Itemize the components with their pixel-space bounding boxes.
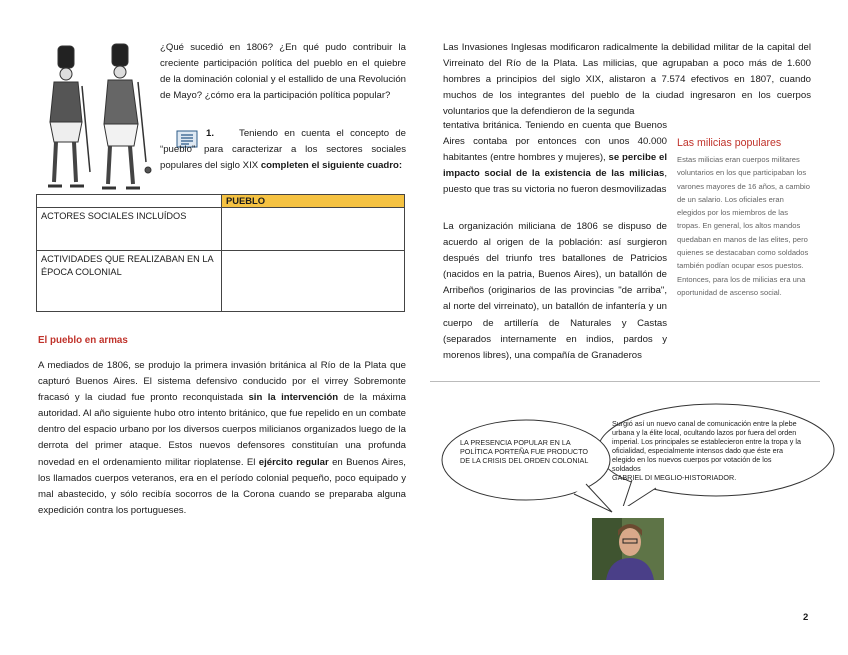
bubble-left-text: LA PRESENCIA POPULAR EN LA POLÍTICA PORTEÑA FUE PRODUCTO DE LA CRISIS DEL ORDEN COLONIAL: [460, 438, 589, 465]
section-title: El pueblo en armas: [38, 335, 128, 346]
table-cell-actividades-answer[interactable]: [222, 251, 405, 312]
soldiers-illustration: [38, 42, 156, 192]
divider: [430, 381, 820, 382]
page-number: 2: [803, 612, 809, 623]
right-mid-1: tentativa británica. Teniendo en cuenta que Buenos Aires contaba por entonces con unos 40.000 habitantes (entre hombres y mujeres),: [443, 120, 667, 164]
right-mid-2: , puesto que tras su victoria no fueron desmovilizadas: [443, 168, 667, 196]
body-part-2: de la máxima autoridad. Al año siguiente hubo otro intento británico, que fue repelido en un combate dentro del espacio urbano por los diversos cuerpos milicianos organizados luego de la derrota del primer ataque. Estos nuevos defensores constituían una profunda novedad en el ordenamiento militar rioplatense. El: [38, 392, 407, 468]
activity-bold: completen el siguiente cuadro:: [260, 160, 403, 172]
right-mid: [443, 118, 667, 198]
right-mid-bold: se percibe el impacto social de la existencia de las milicias: [443, 152, 667, 180]
activity-number: 1.: [206, 128, 215, 139]
table-row-actividades: ACTIVIDADES QUE REALIZABAN EN LA ÉPOCA COLONIAL: [37, 251, 222, 312]
table-row-actores: ACTORES SOCIALES INCLUÍDOS: [37, 208, 222, 251]
table-corner: [37, 195, 222, 208]
pueblo-table: [36, 194, 405, 312]
milicias-box-title: Las milicias populares: [677, 137, 782, 149]
bubble-right-text: [612, 419, 802, 482]
table-header-pueblo: PUEBLO: [222, 195, 405, 208]
right-organizacion: La organización miliciana de 1806 se dispuso de acuerdo al origen de la población: así surgieron después del triunfo tres batallones de Patricios (nacidos en la patria, Buenos Aires), un batallón de Arribeños (originarios de las provincias "de arriba", al norte del virreinato), un batallón de infantería y un cuerpo de artillería de Naturales y Castas (separados internamente en indios, pardos y morenos libres), una compañía de Granaderos: [443, 221, 667, 361]
table-cell-actores-answer[interactable]: [222, 208, 405, 251]
body-bold-1: sin la intervención: [248, 392, 339, 404]
body-bold-2: ejército regular: [258, 456, 329, 468]
intro-questions: ¿Qué sucedió en 1806? ¿En qué pudo contribuir la creciente participación política del pueblo en el quiebre de la dominación colonial y el estallido de una Revolución de Mayo? ¿cómo era la participación política popular?: [160, 42, 406, 102]
bubble-author: GABRIEL DI MEGLIO-HISTORIADOR.: [612, 473, 737, 482]
activity-instructions: [160, 126, 406, 174]
body-part-3: en Buenos Aires, los llamados cuerpos veteranos, era en el período colonial pequeño, poco equipado y mal abastecido, y sólo recibía socorros de la Corona cuando se preparaba alguna expedición contra los portugueses.: [38, 456, 406, 516]
body-part-1: A mediados de 1806, se produjo la primera invasión británica al Río de la Plata que capturó Buenos Aires. El sistema defensivo conducido por el virrey Sobremonte fracasó y la ciudad fue pronto reconquistada: [38, 360, 406, 404]
milicias-box-text: Estas milicias eran cuerpos militares voluntarios en los que participaban los varones mayores de 16 años, a cambio de un salario. Los oficiales eran elegidos por los miembros de las tropas. En general, los altos mandos quedaban en manos de las elites, pero quienes se destacaban como soldados también podían ocupar esos puestos. Entonces, para los de milicias era una oportunidad de ascenso social.: [677, 155, 810, 297]
body-pueblo-en-armas: [38, 358, 406, 519]
right-intro: Las Invasiones Inglesas modificaron radicalmente la debilidad militar de la capital del Virreinato del Río de la Plata. Las milicias, que agrupaban a poco más de 1.600 hombres a principios del siglo XIX, alistaron a 7.574 efectivos en 1807, cuando muchos de los integrantes del pueblo de la ciudad ingresaron en los cuerpos voluntarios que la defendieron de la segunda: [443, 42, 811, 118]
activity-text: Teniendo en cuenta el concepto de “pueblo” para caracterizar a los sectores sociales populares del siglo XIX: [160, 128, 406, 172]
portrait-photo: [592, 518, 664, 580]
bubble-right-quote: Surgió así un nuevo canal de comunicación entre la plebe urbana y la élite local, ocultando lazos por fuera del orden imperial. Los principales se establecieron entre la tropa y la oficialidad, especialmente intensos dado que éste era elegido en los nuevos cuerpos por votación de los soldados: [612, 419, 801, 473]
